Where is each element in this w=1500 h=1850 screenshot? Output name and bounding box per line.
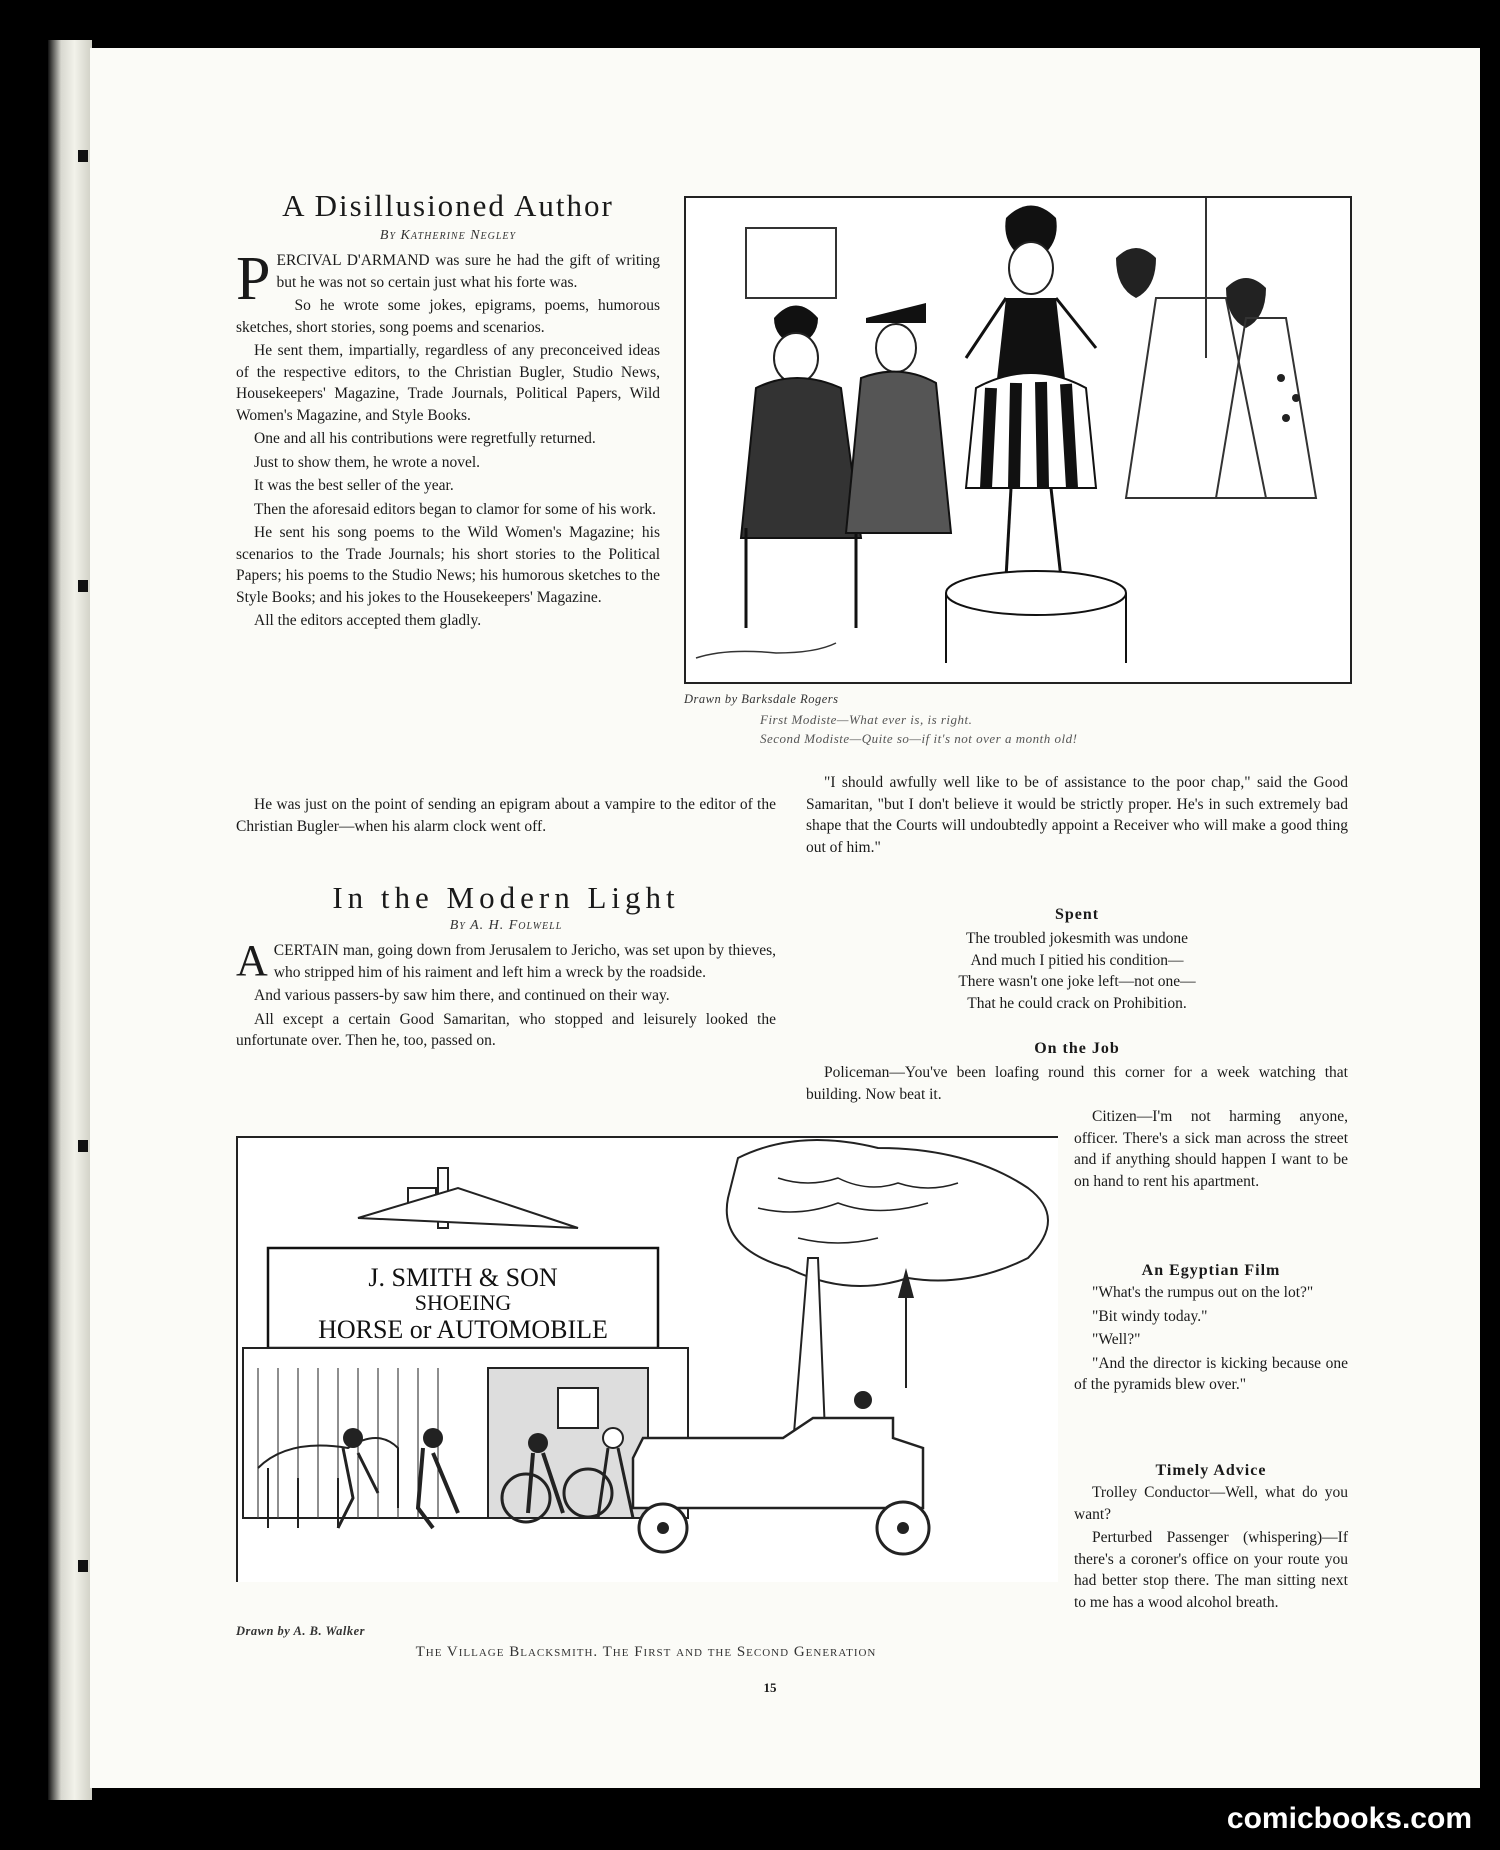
article-title: In the Modern Light [332, 880, 680, 915]
paragraph: Policeman—You've been loafing round this corner for a week watching that building. Now beat it. [806, 1064, 1348, 1103]
modiste-caption [760, 710, 1320, 748]
section-heading: On the Job [1034, 1040, 1120, 1057]
article-body [236, 936, 776, 1052]
paragraph: Citizen—I'm not harming anyone, officer. There's a sick man across the street and if anything should happen I want to be on hand to rent his apartment. [1074, 1108, 1348, 1190]
credit-text: Drawn by Barksdale Rogers [684, 692, 839, 706]
paragraph: So he wrote some jokes, epigrams, poems, humorous sketches, short stories, song poems and scenarios. [236, 297, 660, 336]
joke-timely-advice [1074, 1462, 1348, 1615]
article-title: A Disillusioned Author [282, 188, 614, 223]
sign-line-1: J. SMITH & SON [368, 1263, 558, 1292]
article-ending [236, 794, 776, 839]
paragraph: Just to show them, he wrote a novel. [254, 453, 481, 471]
paragraph: Then the aforesaid editors began to clamor for some of his work. [254, 500, 657, 518]
paragraph: "Well?" [1092, 1331, 1141, 1348]
binding-staple [78, 1560, 88, 1572]
paragraph: ERCIVAL D'ARMAND was sure he had the gift of writing but he was not so certain just what his forte was. [276, 252, 660, 291]
watermark-text: comicbooks.com [1226, 1802, 1472, 1835]
section-heading: Spent [1054, 906, 1100, 923]
poem-line: The troubled jokesmith was undone [965, 930, 1189, 947]
blacksmith-drawing [238, 1138, 1058, 1582]
section-heading: An Egyptian Film [1141, 1262, 1281, 1279]
paragraph: CERTAIN man, going down from Jerusalem to Jericho, was set upon by thieves, who stripped him of his raiment and left him a wreck by the roadside. [273, 942, 776, 981]
paragraph: Perturbed Passenger (whispering)—If there's a coroner's office on your route you had better stop there. The man sitting next to me has a wood alcohol breath. [1074, 1529, 1348, 1611]
paragraph: "I should awfully well like to be of assistance to the poor chap," said the Good Samaritan, "but I don't believe it would be strictly proper. He's in such extremely bad shape that the Courts will undoubtedly appoint a Receiver who will make a good thing out of him." [806, 774, 1348, 856]
article-modern-light [236, 880, 776, 1054]
poem-body [806, 928, 1348, 1014]
blacksmith-caption: The Village Blacksmith. The First and the Second Generation [415, 1644, 877, 1660]
paragraph: He sent his song poems to the Wild Women's Magazine; his scenarios to the Trade Journals; his short stories to the Political Papers; his poems to the Studio News; his humorous sketches to the Style Books; and his jokes to the Housekeepers' Magazine. [236, 524, 660, 606]
article-body [236, 245, 660, 632]
illustration-credit [236, 1624, 365, 1639]
poem-line: That he could crack on Prohibition. [967, 994, 1187, 1012]
illustration-credit [684, 692, 839, 707]
binding-staple [78, 580, 88, 592]
drop-cap: A [236, 936, 268, 985]
paragraph: All the editors accepted them gladly. [254, 612, 482, 629]
binding-staple [78, 1140, 88, 1152]
blacksmith-illustration [236, 1136, 1058, 1582]
binding-edge [48, 40, 92, 1800]
poem-line: And much I pitied his condition— [970, 951, 1184, 969]
samaritan-continuation [806, 772, 1348, 860]
section-heading: Timely Advice [1155, 1462, 1267, 1479]
paragraph: He was just on the point of sending an epigram about a vampire to the editor of the Christian Bugler—when his alarm clock went off. [236, 796, 776, 835]
paragraph: All except a certain Good Samaritan, who stopped and leisurely looked the unfortunate over. Then he, too, passed on. [236, 1010, 776, 1049]
drop-cap: P [236, 245, 271, 313]
modiste-drawing [686, 198, 1350, 682]
modiste-illustration [684, 196, 1352, 684]
caption-line: Second Modiste—Quite so—if it's not over a month old! [760, 731, 1078, 746]
joke-body [1074, 1482, 1348, 1613]
paragraph: Trolley Conductor—Well, what do you want? [1074, 1484, 1348, 1523]
joke-body [806, 1062, 1348, 1105]
joke-on-the-job-continued [1074, 1106, 1348, 1194]
poem-line: There wasn't one joke left—not one— [958, 973, 1196, 990]
joke-body [1074, 1282, 1348, 1396]
poem-spent [806, 906, 1348, 1014]
paragraph: "Bit windy today." [1092, 1307, 1208, 1325]
caption-line: First Modiste—What ever is, is right. [760, 712, 973, 727]
article-byline: By A. H. Folwell [449, 918, 563, 933]
article-byline: By Katherine Negley [379, 228, 517, 243]
page-number: 15 [763, 1680, 777, 1695]
paragraph: "And the director is kicking because one of the pyramids blew over." [1074, 1354, 1348, 1393]
paragraph: And various passers-by saw him there, and continued on their way. [254, 987, 670, 1004]
sign-line-3: HORSE or AUTOMOBILE [318, 1315, 608, 1344]
article-disillusioned-author [236, 188, 660, 634]
binding-staple [78, 150, 88, 162]
paragraph: It was the best seller of the year. [254, 477, 454, 494]
sign-line-2: SHOEING [414, 1290, 512, 1315]
credit-text: Drawn by A. B. Walker [236, 1624, 366, 1638]
joke-egyptian-film [1074, 1262, 1348, 1398]
joke-on-the-job [806, 1040, 1348, 1107]
paragraph: He sent them, impartially, regardless of any preconceived ideas of the respective editors, to the Christian Bugler, Studio News, Housekeepers' Magazine, Trade Journals, Political Papers, Wild Women's Magazine, and Style Books. [236, 342, 660, 424]
paragraph: "What's the rumpus out on the lot?" [1092, 1284, 1314, 1301]
paragraph: One and all his contributions were regretfully returned. [254, 430, 596, 447]
